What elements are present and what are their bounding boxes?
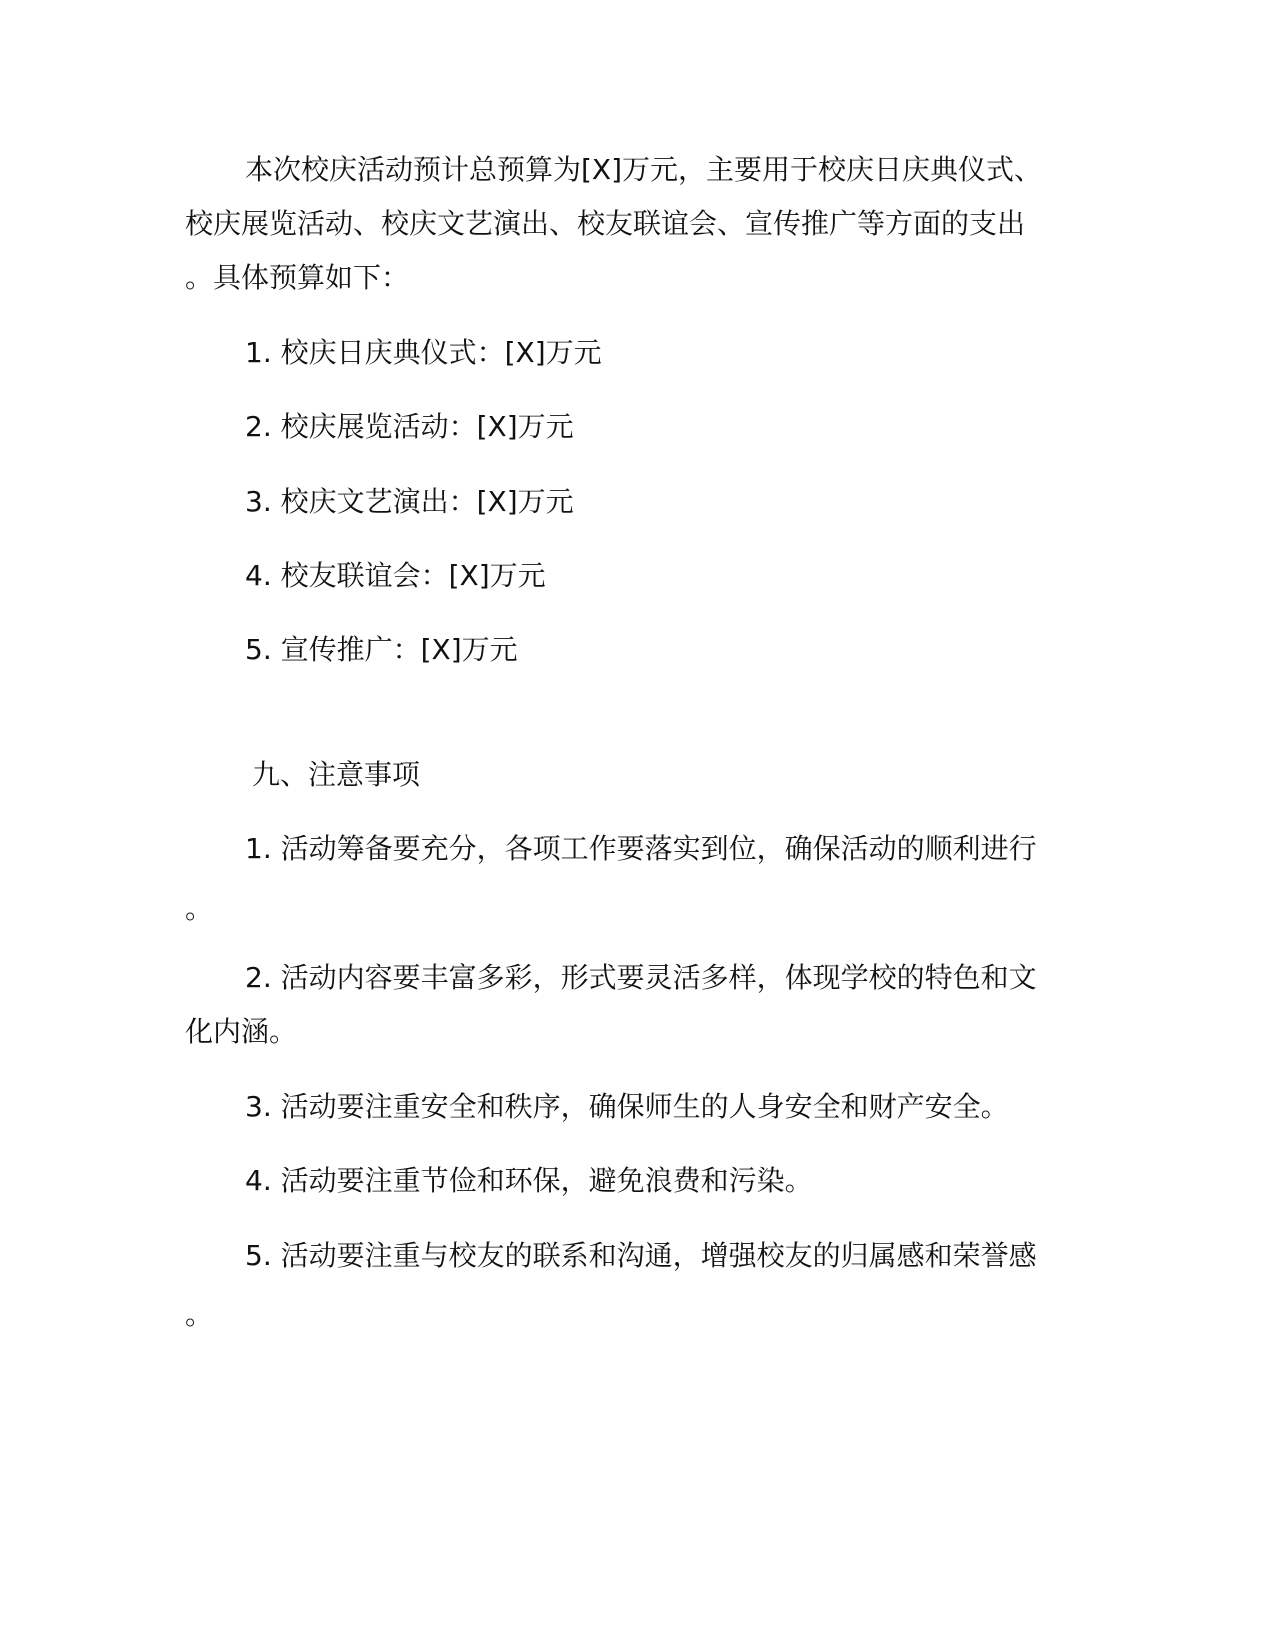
section-heading: 九、注意事项 <box>252 758 421 791</box>
budget-intro-line-1: 本次校庆活动预计总预算为[X]万元，主要用于校庆日庆典仪式、 <box>245 153 1043 186</box>
note-5-line-1: 5. 活动要注重与校友的联系和沟通，增强校友的归属感和荣誉感 <box>245 1239 1037 1272</box>
note-1-line-2: 。 <box>185 892 214 925</box>
note-2-line-1: 2. 活动内容要丰富多彩，形式要灵活多样，体现学校的特色和文 <box>245 961 1037 994</box>
note-4: 4. 活动要注重节俭和环保，避免浪费和污染。 <box>245 1164 813 1197</box>
budget-item-1: 1. 校庆日庆典仪式：[X]万元 <box>245 336 602 369</box>
budget-intro-line-2: 校庆展览活动、校庆文艺演出、校友联谊会、宣传推广等方面的支出 <box>185 207 1026 240</box>
note-1-line-1: 1. 活动筹备要充分，各项工作要落实到位，确保活动的顺利进行 <box>245 832 1037 865</box>
note-3: 3. 活动要注重安全和秩序，确保师生的人身安全和财产安全。 <box>245 1090 1009 1123</box>
note-2-line-2: 化内涵。 <box>185 1015 298 1048</box>
budget-item-2: 2. 校庆展览活动：[X]万元 <box>245 410 574 443</box>
budget-item-5: 5. 宣传推广：[X]万元 <box>245 633 518 666</box>
budget-intro-line-3: 。具体预算如下： <box>185 261 410 294</box>
note-5-line-2: 。 <box>185 1298 214 1331</box>
budget-item-4: 4. 校友联谊会：[X]万元 <box>245 559 546 592</box>
budget-item-3: 3. 校庆文艺演出：[X]万元 <box>245 485 574 518</box>
